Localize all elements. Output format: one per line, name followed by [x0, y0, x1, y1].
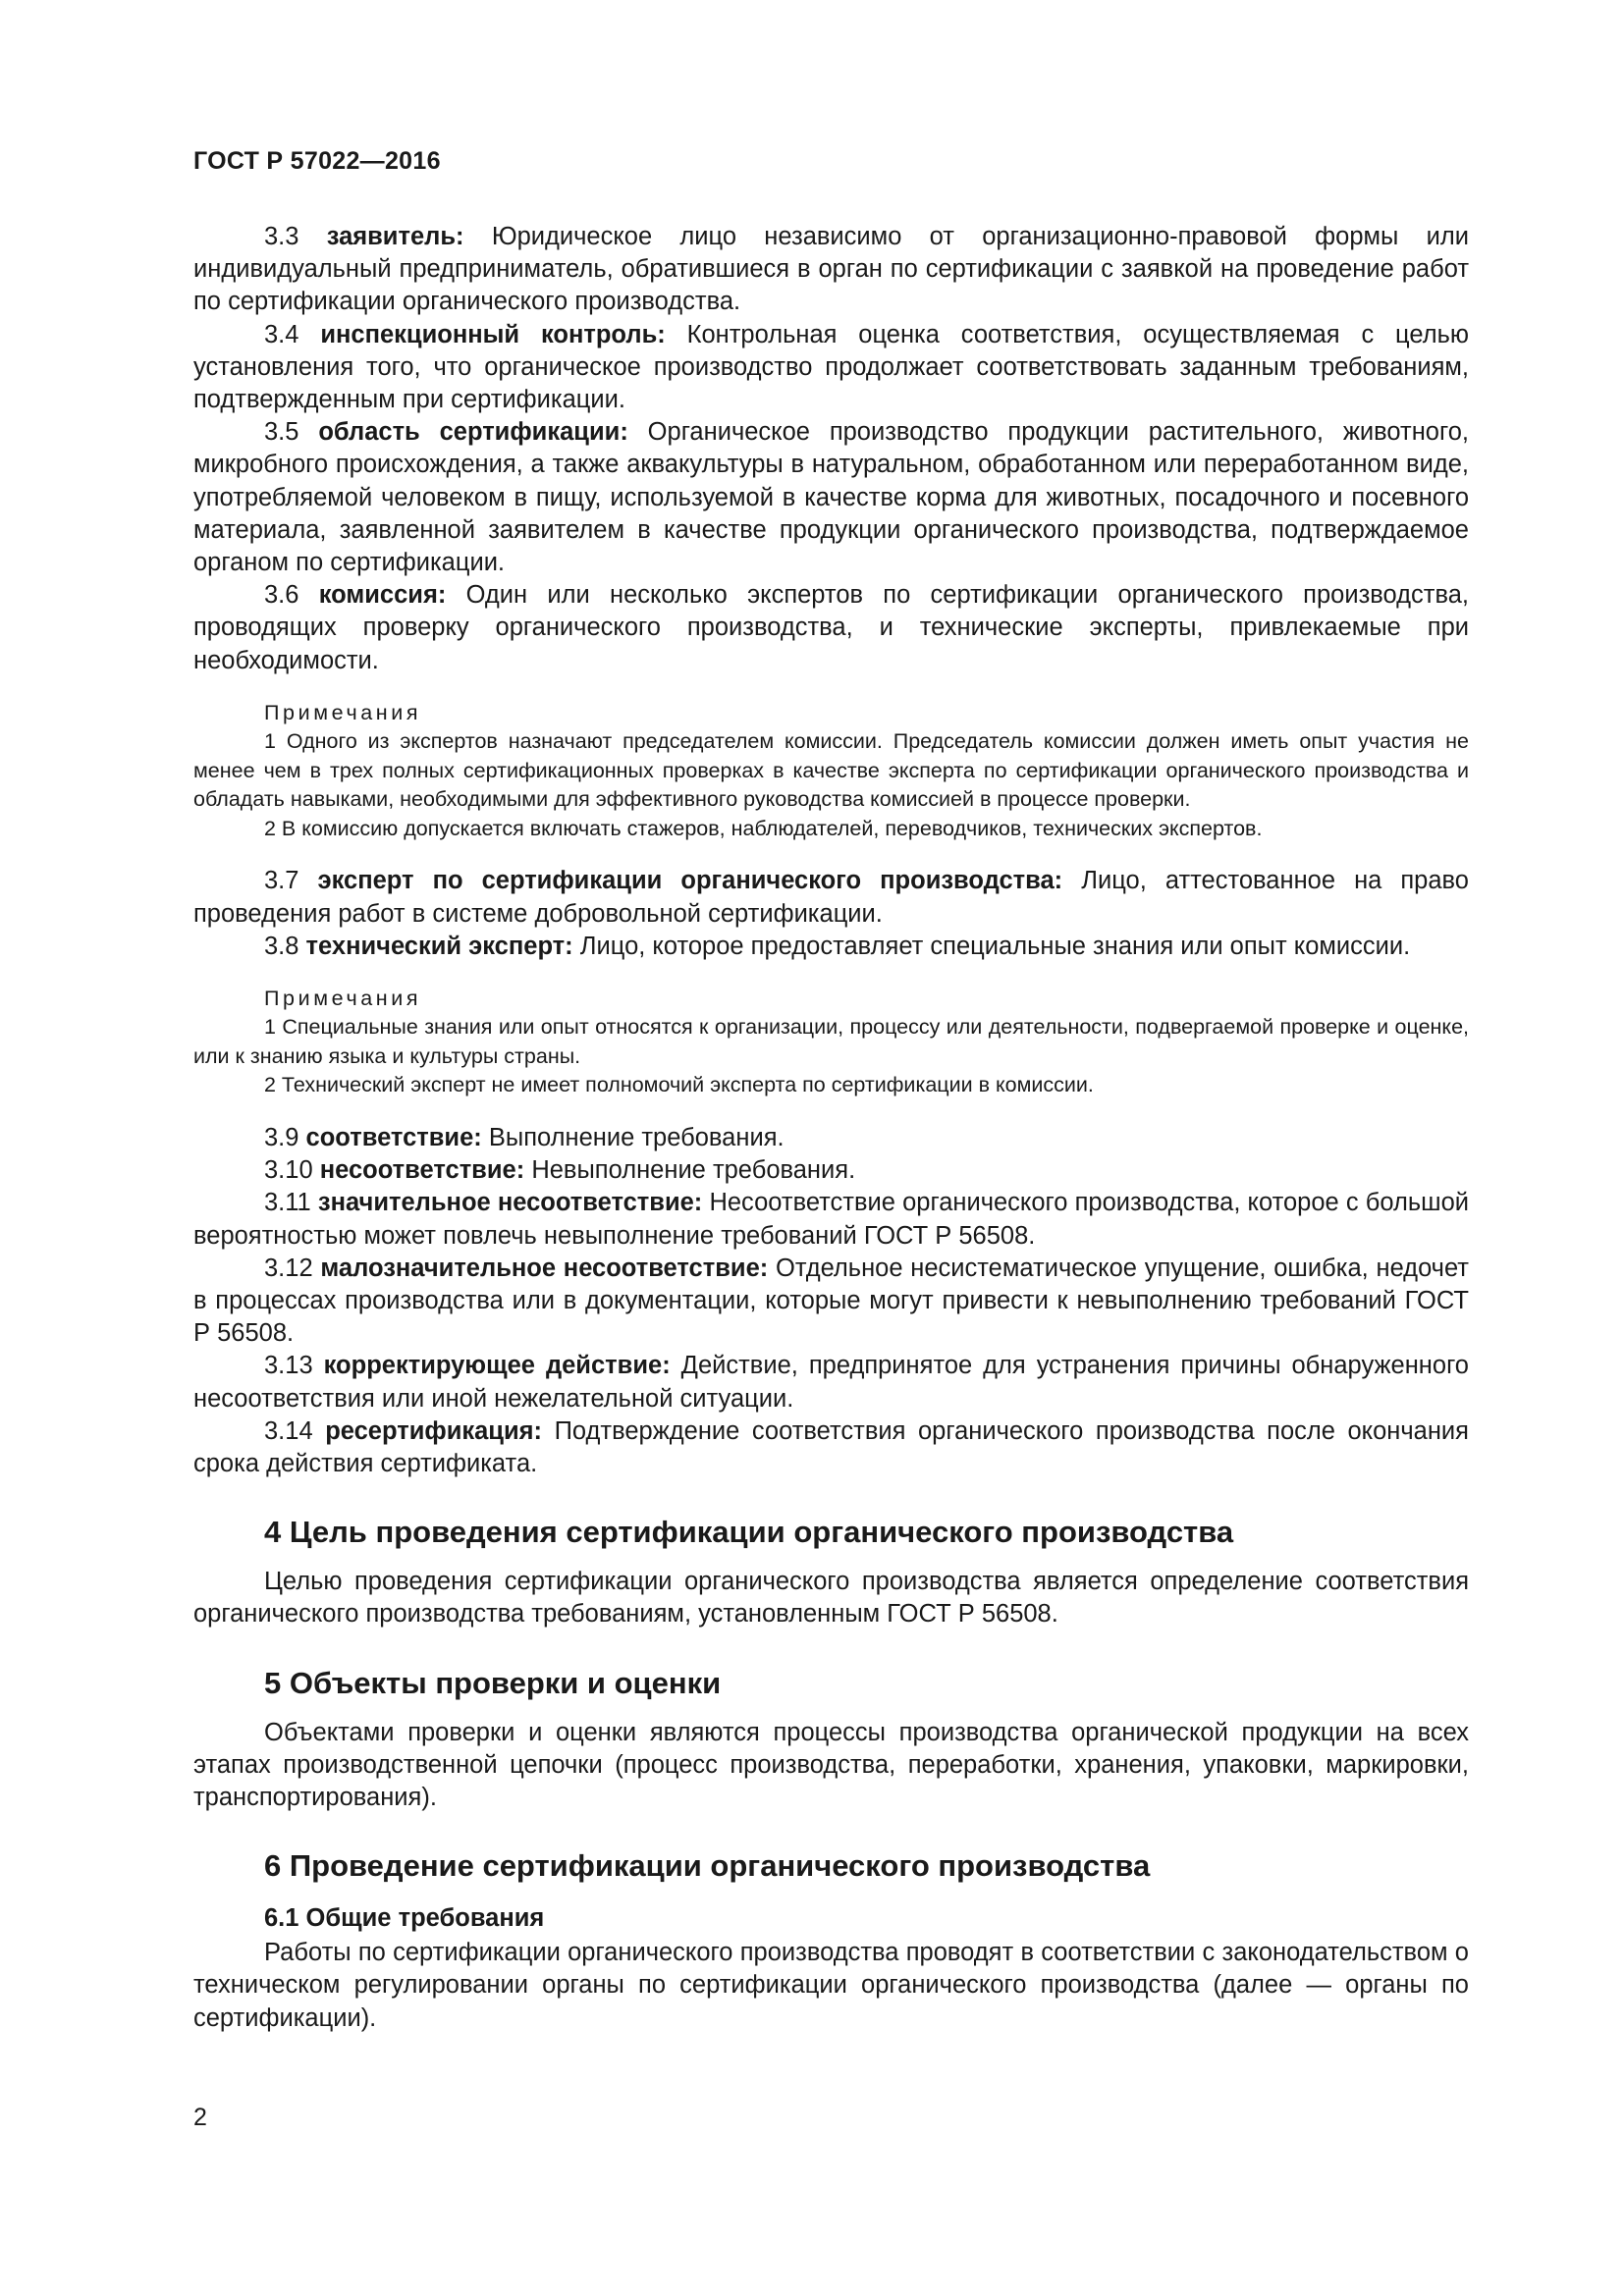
term-3-6	[193, 579, 1469, 677]
term-number: 3.3	[264, 223, 299, 250]
term-3-13	[193, 1350, 1469, 1415]
note-item: 1 Специальные знания или опыт относятся к организации, процессу или деятельности, подвергаемой проверке и оценке, или к знанию языка и культуры страны.	[193, 1015, 1469, 1068]
term-definition: Выполнение требования.	[488, 1123, 785, 1151]
term-3-7	[193, 865, 1469, 930]
term-name: несоответствие:	[319, 1156, 525, 1185]
term-3-3	[193, 221, 1469, 319]
term-definition: Один или несколько экспертов по сертификации органического производства, проводящих проверку органического производства, и технические эксперты, привлекаемые при необходимости.	[193, 581, 1469, 674]
term-3-12	[193, 1253, 1469, 1351]
note-item: 1 Одного из экспертов назначают председателем комиссии. Председатель комиссии должен иметь опыт участия не менее чем в трех полных сертификационных проверках в качестве эксперта по сертификации органического производства и обладать навыками, необходимыми для эффективного руководства комиссией в процессе проверки.	[193, 729, 1469, 812]
term-name: малозначительное несоответствие:	[320, 1254, 769, 1282]
notes-title: Примечания	[264, 986, 422, 1010]
term-number: 3.5	[264, 418, 299, 447]
page-number: 2	[193, 2104, 207, 2131]
term-definition: Невыполнение требования.	[531, 1156, 856, 1185]
section-5-heading: 5 Объекты проверки и оценки	[264, 1665, 722, 1700]
term-number: 3.11	[264, 1189, 311, 1217]
term-name: корректирующее действие:	[323, 1352, 671, 1380]
term-number: 3.10	[264, 1156, 313, 1185]
notes-block-2	[193, 985, 1469, 1100]
term-name: комиссия:	[318, 581, 447, 610]
term-definition: Подтверждение соответствия органического производства после окончания срока действия сертификата.	[193, 1416, 1469, 1477]
term-definition: Органическое производство продукции растительного, животного, микробного происхождения, а также аквакультуры в натуральном, обработанном или переработанном виде, употребляемой человеком в пищу, используемой в качестве корма для животных, посадочного и посевного материала, заявленной заявителем в качестве продукции органического производства, подтверждаемое органом по сертификации.	[193, 418, 1469, 577]
term-definition: Лицо, которое предоставляет специальные знания или опыт комиссии.	[579, 932, 1411, 960]
term-name: соответствие:	[305, 1123, 482, 1151]
term-number: 3.14	[264, 1416, 313, 1445]
term-name: заявитель:	[326, 223, 464, 250]
notes-block-1	[193, 699, 1469, 844]
term-name: эксперт по сертификации органического производства:	[317, 867, 1063, 895]
term-number: 3.9	[264, 1123, 299, 1151]
term-3-4	[193, 319, 1469, 417]
note-item: 2 В комиссию допускается включать стажеров, наблюдателей, переводчиков, технических экспертов.	[264, 816, 1263, 840]
term-3-11	[193, 1187, 1469, 1252]
term-definition: Отдельное несистематическое упущение, ошибка, недочет в процессах производства или в документации, которые могут привести к невыполнению требований ГОСТ Р 56508.	[193, 1254, 1469, 1348]
page-content	[193, 221, 1469, 2035]
term-3-10	[193, 1154, 1469, 1187]
term-definition: Контрольная оценка соответствия, осуществляемая с целью установления того, что органическое производство продолжает соответствовать заданным требованиям, подтвержденным при сертификации.	[193, 320, 1469, 414]
note-item: 2 Технический эксперт не имеет полномочий эксперта по сертификации в комиссии.	[264, 1073, 1094, 1097]
term-definition: Действие, предпринятое для устранения причины обнаруженного несоответствия или иной нежелательной ситуации.	[193, 1352, 1469, 1413]
notes-title: Примечания	[264, 700, 422, 724]
term-name: технический эксперт:	[305, 932, 573, 960]
term-definition: Несоответствие органического производства, которое с большой вероятностью может повлечь невыполнение требований ГОСТ Р 56508.	[193, 1189, 1470, 1250]
term-name: ресертификация:	[325, 1416, 543, 1445]
term-name: инспекционный контроль:	[320, 320, 666, 348]
term-name: значительное несоответствие:	[317, 1189, 703, 1217]
term-3-9	[193, 1122, 1469, 1154]
term-definition: Юридическое лицо независимо от организационно-правовой формы или индивидуальный предприниматель, обратившиеся в орган по сертификации с заявкой на проведение работ по сертификации органического производства.	[193, 223, 1469, 316]
section-5-text: Объектами проверки и оценки являются процессы производства органической продукции на всех этапах производственной цепочки (процесс производства, переработки, хранения, упаковки, маркировки, транспортирования).	[193, 1718, 1469, 1811]
section-4-text: Целью проведения сертификации органического производства является определение соответствия органического производства требованиям, установленным ГОСТ Р 56508.	[193, 1568, 1469, 1629]
term-number: 3.8	[264, 932, 299, 960]
term-number: 3.13	[264, 1352, 313, 1380]
term-3-5	[193, 416, 1469, 579]
term-number: 3.12	[264, 1254, 313, 1282]
term-3-14	[193, 1415, 1469, 1480]
term-definition: Лицо, аттестованное на право проведения работ в системе добровольной сертификации.	[193, 867, 1469, 928]
term-number: 3.4	[264, 320, 299, 348]
term-3-8	[193, 931, 1469, 963]
section-6-heading: 6 Проведение сертификации органического производства	[264, 1848, 1151, 1884]
term-name: область сертификации:	[318, 418, 628, 447]
section-6-1-heading: 6.1 Общие требования	[264, 1904, 545, 1933]
section-4-heading: 4 Цель проведения сертификации органического производства	[264, 1515, 1234, 1550]
section-6-1-text: Работы по сертификации органического производства проводят в соответствии с законодательством о техническом регулировании органы по сертификации органического производства (далее — органы по сертификации).	[193, 1939, 1469, 2032]
term-number: 3.7	[264, 867, 299, 895]
term-number: 3.6	[264, 581, 299, 610]
standard-header: ГОСТ Р 57022—2016	[193, 147, 441, 175]
